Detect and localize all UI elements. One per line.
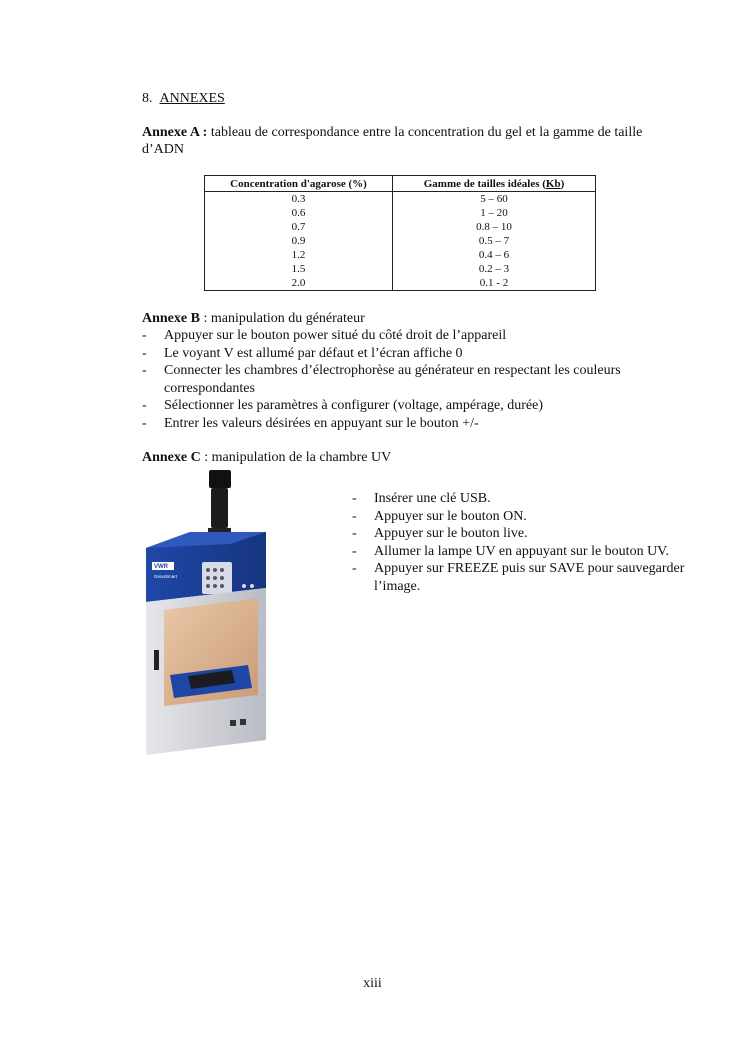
table-cell: 0.3 (205, 192, 393, 207)
table-row (205, 220, 596, 234)
annex-b-label: Annexe B (142, 311, 200, 326)
table-cell: 0.4 – 6 (393, 248, 596, 262)
camera-lens (211, 488, 228, 528)
table-header-row (205, 176, 596, 192)
table-cell: 0.2 – 3 (393, 262, 596, 276)
list-item: - Allumer la lampe UV en appuyant sur le bouton UV. (352, 543, 669, 559)
list-item: - Le voyant V est allumé par défaut et l’écran affiche 0 (142, 345, 463, 361)
section-heading (142, 90, 225, 107)
list-item: - Appuyer sur le bouton live. (352, 526, 528, 541)
page-number: xiii (363, 976, 382, 991)
list-item: - Appuyer sur FREEZE puis sur SAVE pour sauvegarder l’image. (352, 561, 685, 594)
table-row (205, 262, 596, 276)
annex-c-list (352, 490, 702, 595)
table-cell: 0.8 – 10 (393, 220, 596, 234)
table-cell: 0.7 (205, 220, 393, 234)
list-item: - Appuyer sur le bouton ON. (352, 508, 527, 524)
header-size-range: Gamme de tailles idéales (Kb) (393, 176, 596, 192)
table-row (205, 192, 596, 207)
annex-a-label: Annexe A : (142, 125, 208, 140)
table-cell: 0.6 (205, 206, 393, 220)
header-concentration: Concentration d'agarose (%) (205, 176, 393, 192)
agarose-table (204, 175, 596, 291)
table-cell: 0.1 - 2 (393, 276, 596, 291)
table-cell: 1 – 20 (393, 206, 596, 220)
list-item: - Appuyer sur le bouton power situé du côté droit de l’appareil (142, 328, 507, 343)
table-cell: 1.2 (205, 248, 393, 262)
table-cell: 0.9 (205, 234, 393, 248)
table-row (205, 234, 596, 248)
annex-c-heading (142, 449, 391, 466)
kb-unit: Kb (545, 177, 561, 190)
section-title: ANNEXES (159, 91, 225, 106)
annex-b-list (142, 327, 672, 432)
annex-b-text: : manipulation du générateur (199, 311, 365, 326)
section-number: 8. (142, 91, 153, 106)
annex-a-intro (142, 124, 682, 158)
list-item: - Connecter les chambres d’électrophorèse au générateur en respectant les couleurs correspondantes (142, 363, 621, 396)
table-row (205, 276, 596, 291)
table-row (205, 248, 596, 262)
table-row (205, 206, 596, 220)
model-text: GenoSmart (154, 574, 178, 579)
list-item: - Sélectionner les paramètres à configurer (voltage, ampérage, durée) (142, 398, 543, 413)
annex-c-label: Annexe C (142, 450, 201, 465)
list-item: - Entrer les valeurs désirées en appuyant sur le bouton +/- (142, 415, 479, 431)
list-item: - Insérer une clé USB. (352, 491, 491, 506)
table-cell: 0.5 – 7 (393, 234, 596, 248)
annex-b-heading (142, 310, 365, 327)
table-cell: 5 – 60 (393, 192, 596, 207)
camera-body (209, 470, 231, 488)
annex-a-text: tableau de correspondance entre la concentration du gel et la gamme de taille d’ADN (142, 125, 643, 157)
brand-text: VWR (154, 564, 168, 570)
table-cell: 2.0 (205, 276, 393, 291)
uv-chamber-image (140, 470, 270, 770)
table-cell: 1.5 (205, 262, 393, 276)
annex-c-text: : manipulation de la chambre UV (200, 450, 392, 465)
